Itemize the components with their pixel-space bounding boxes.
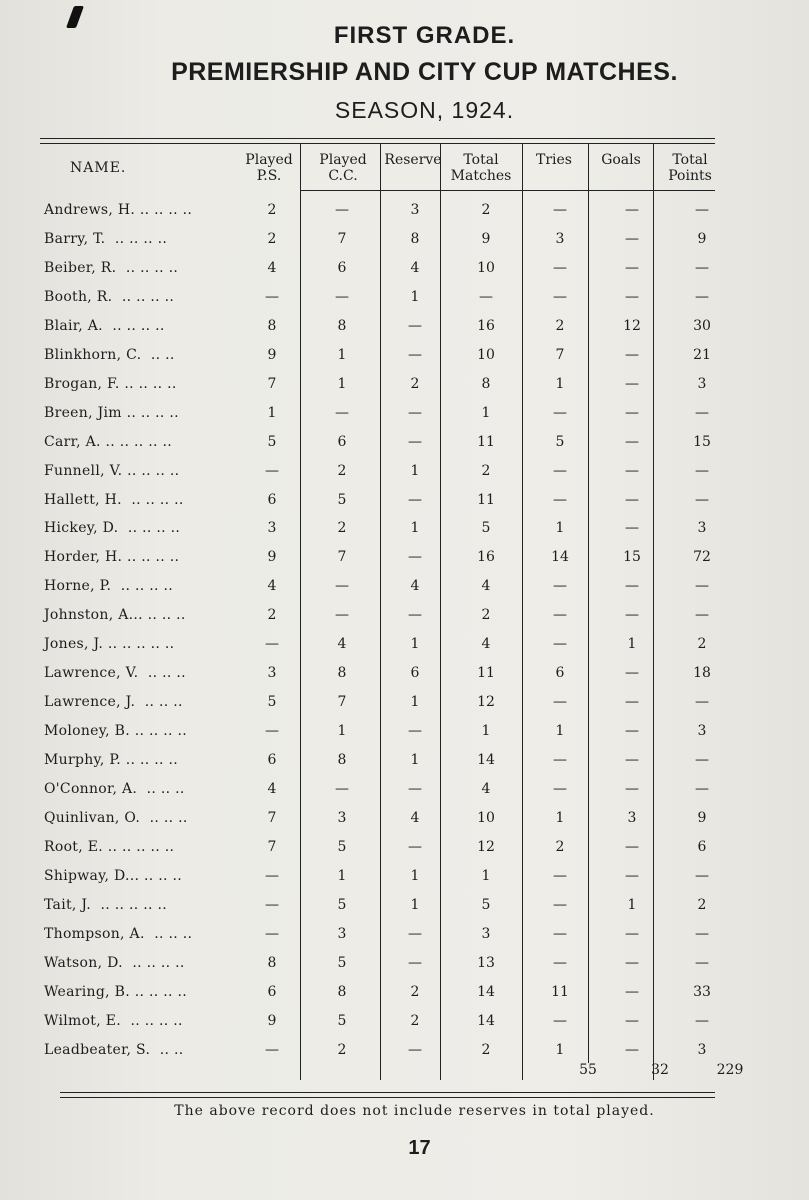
cell-points: 30 (693, 317, 711, 334)
table-row (0, 723, 809, 751)
cell-reserve: 6 (410, 665, 420, 682)
cell-total: 3 (481, 925, 491, 942)
cell-tries: 6 (555, 665, 565, 682)
cell-goals: — (625, 665, 639, 682)
cell-total: 11 (477, 433, 495, 450)
cell-points: — (695, 867, 709, 884)
cell-reserve: — (408, 954, 422, 971)
cell-points: — (695, 925, 709, 942)
cell-goals: — (625, 925, 639, 942)
player-name: Beiber, R. .. .. .. .. (44, 259, 179, 276)
cell-points: 72 (693, 549, 711, 566)
cell-goals: — (625, 694, 639, 711)
cell-goals: — (625, 781, 639, 797)
player-name: Jones, J. .. .. .. .. .. (44, 636, 175, 653)
cell-goals: — (625, 838, 639, 855)
cell-points: 15 (693, 433, 711, 450)
cell-cc: 1 (337, 375, 347, 392)
cell-goals: — (625, 520, 639, 537)
player-name: Horder, H. .. .. .. .. (44, 549, 180, 566)
cell-total: 10 (477, 346, 495, 363)
cell-total: 1 (481, 723, 491, 740)
table-top-rule-inner (40, 143, 715, 144)
cell-goals: — (625, 578, 639, 595)
cell-goals: — (625, 491, 639, 508)
cell-goals: — (625, 462, 639, 479)
cell-reserve: — (408, 433, 422, 450)
cell-goals: — (625, 230, 639, 247)
cell-ps: — (265, 925, 279, 942)
cell-reserve: 2 (410, 1012, 420, 1029)
cell-ps: 5 (267, 694, 277, 711)
cell-reserve: — (408, 925, 422, 942)
player-name: Root, E. .. .. .. .. .. (44, 838, 175, 855)
player-name: Lawrence, V. .. .. .. (44, 665, 186, 682)
cell-points: — (695, 694, 709, 711)
cell-total: 2 (481, 462, 491, 479)
cell-ps: 4 (267, 259, 277, 276)
cell-total: 1 (481, 404, 491, 421)
cell-points: 6 (697, 838, 707, 855)
cell-tries: — (553, 781, 567, 797)
cell-cc: 7 (337, 694, 347, 711)
table-row (0, 202, 809, 230)
cell-reserve: 4 (410, 809, 420, 826)
cell-cc: 5 (337, 838, 347, 855)
cell-goals: 3 (627, 809, 637, 826)
table-row (0, 1013, 809, 1041)
total-tries: 55 (579, 1062, 597, 1078)
table-row (0, 868, 809, 896)
cell-total: 11 (477, 491, 495, 508)
cell-total: 14 (477, 752, 495, 769)
cell-cc: — (335, 202, 349, 218)
table-row (0, 752, 809, 780)
table-row (0, 694, 809, 722)
cell-total: 5 (481, 896, 491, 913)
cell-reserve: 1 (410, 867, 420, 884)
player-name: Barry, T. .. .. .. .. (44, 230, 168, 247)
cell-ps: 8 (267, 954, 277, 971)
table-row (0, 405, 809, 433)
cell-goals: — (625, 1012, 639, 1029)
cell-tries: 1 (555, 809, 565, 826)
player-name: Wilmot, E. .. .. .. .. (44, 1012, 183, 1029)
cell-points: 18 (693, 665, 711, 682)
cell-points: 2 (697, 896, 707, 913)
cell-goals: — (625, 375, 639, 392)
cell-points: 3 (697, 375, 707, 392)
title-season: SEASON, 1924. (334, 97, 515, 123)
cell-ps: — (265, 867, 279, 884)
cell-goals: — (625, 867, 639, 884)
cell-total: 10 (477, 809, 495, 826)
cell-reserve: 1 (410, 288, 420, 305)
player-name: Johnston, A... .. .. .. (44, 607, 186, 624)
table-row (0, 492, 809, 520)
title-grade: FIRST GRADE. (333, 22, 516, 49)
player-name: Hickey, D. .. .. .. .. (44, 520, 181, 537)
cell-ps: — (265, 462, 279, 479)
cell-tries: — (553, 607, 567, 624)
cell-cc: 3 (337, 809, 347, 826)
cell-goals: — (625, 983, 639, 1000)
cell-reserve: — (408, 781, 422, 797)
cell-total: 9 (481, 230, 491, 247)
cell-ps: 2 (267, 230, 277, 247)
cell-tries: — (553, 491, 567, 508)
player-name: Blair, A. .. .. .. .. (44, 317, 165, 334)
cell-points: 2 (697, 636, 707, 653)
cell-points: 33 (693, 983, 711, 1000)
player-name: Brogan, F. .. .. .. .. (44, 375, 177, 392)
cell-cc: 1 (337, 723, 347, 740)
cell-cc: — (335, 288, 349, 305)
cell-total: 4 (481, 636, 491, 653)
cell-goals: — (625, 346, 639, 363)
player-name: Andrews, H. .. .. .. .. (44, 202, 193, 218)
cell-ps: 9 (267, 549, 277, 566)
cell-tries: — (553, 636, 567, 653)
cell-reserve: 1 (410, 896, 420, 913)
cell-ps: 3 (267, 665, 277, 682)
table-row (0, 260, 809, 288)
cell-reserve: — (408, 404, 422, 421)
cell-ps: — (265, 288, 279, 305)
cell-cc: 2 (337, 1041, 347, 1058)
cell-total: — (479, 288, 493, 305)
cell-tries: — (553, 462, 567, 479)
cell-reserve: 4 (410, 259, 420, 276)
table-row (0, 463, 809, 491)
cell-total: 8 (481, 375, 491, 392)
cell-reserve: 8 (410, 230, 420, 247)
cell-points: 3 (697, 1041, 707, 1058)
cell-points: — (695, 259, 709, 276)
cell-goals: — (625, 723, 639, 740)
player-name: Booth, R. .. .. .. .. (44, 288, 175, 305)
cell-reserve: — (408, 317, 422, 334)
cell-reserve: — (408, 723, 422, 740)
cell-tries: — (553, 578, 567, 595)
player-name: Shipway, D... .. .. .. (44, 867, 183, 884)
header-total-matches: Total Matches (450, 152, 512, 184)
cell-goals: 1 (627, 896, 637, 913)
cell-cc: 4 (337, 636, 347, 653)
cell-goals: 12 (623, 317, 641, 334)
cell-ps: 6 (267, 983, 277, 1000)
cell-reserve: 2 (410, 983, 420, 1000)
table-row (0, 955, 809, 983)
table-row (0, 839, 809, 867)
player-name: Thompson, A. .. .. .. (44, 925, 193, 942)
player-name: Watson, D. .. .. .. .. (44, 954, 185, 971)
table-row (0, 607, 809, 635)
player-name: Carr, A. .. .. .. .. .. (44, 433, 173, 450)
header-played-cc: Played C.C. (319, 152, 367, 184)
cell-goals: — (625, 954, 639, 971)
table-row (0, 289, 809, 317)
cell-total: 4 (481, 781, 491, 797)
cell-reserve: 1 (410, 694, 420, 711)
cell-ps: — (265, 636, 279, 653)
cell-points: 9 (697, 230, 707, 247)
cell-cc: 3 (337, 925, 347, 942)
table-row (0, 318, 809, 346)
table-row (0, 376, 809, 404)
table-row (0, 434, 809, 462)
table-bottom-rule (60, 1092, 715, 1093)
cell-reserve: — (408, 346, 422, 363)
table-row (0, 1042, 809, 1070)
cell-total: 16 (477, 317, 495, 334)
cell-reserve: — (408, 607, 422, 624)
cell-tries: 1 (555, 520, 565, 537)
table-row (0, 520, 809, 548)
table-row (0, 984, 809, 1012)
cell-points: 9 (697, 809, 707, 826)
player-name: O'Connor, A. .. .. .. (44, 781, 185, 797)
cell-ps: 9 (267, 346, 277, 363)
cell-total: 1 (481, 867, 491, 884)
cell-tries: 14 (551, 549, 569, 566)
cell-ps: 4 (267, 578, 277, 595)
cell-points: — (695, 578, 709, 595)
player-name: Breen, Jim .. .. .. .. (44, 404, 179, 421)
header-reserve: Reserve (384, 152, 442, 168)
table-bottom-rule-inner (60, 1097, 715, 1098)
cell-tries: 3 (555, 230, 565, 247)
cell-ps: 8 (267, 317, 277, 334)
player-name: Lawrence, J. .. .. .. (44, 694, 183, 711)
cell-ps: 7 (267, 838, 277, 855)
player-name: Hallett, H. .. .. .. .. (44, 491, 184, 508)
cell-cc: 1 (337, 346, 347, 363)
cell-cc: 6 (337, 433, 347, 450)
cell-cc: — (335, 404, 349, 421)
cell-cc: 8 (337, 665, 347, 682)
cell-tries: — (553, 954, 567, 971)
cell-cc: 8 (337, 983, 347, 1000)
cell-ps: 4 (267, 781, 277, 797)
cell-tries: 7 (555, 346, 565, 363)
cell-cc: — (335, 578, 349, 595)
page-number: 17 (408, 1137, 431, 1159)
cell-total: 16 (477, 549, 495, 566)
header-total-points: Total Points (668, 152, 712, 184)
player-name: Murphy, P. .. .. .. .. (44, 752, 179, 769)
cell-cc: 5 (337, 1012, 347, 1029)
cell-points: 3 (697, 520, 707, 537)
cell-reserve: 1 (410, 752, 420, 769)
cell-points: — (695, 491, 709, 508)
cell-tries: — (553, 694, 567, 711)
cell-goals: — (625, 752, 639, 769)
title-competition: PREMIERSHIP AND CITY CUP MATCHES. (171, 58, 678, 86)
cell-ps: 2 (267, 202, 277, 218)
cell-total: 14 (477, 1012, 495, 1029)
total-goals: 32 (651, 1062, 669, 1078)
cell-ps: 2 (267, 607, 277, 624)
cell-total: 2 (481, 1041, 491, 1058)
cell-total: 12 (477, 694, 495, 711)
table-row (0, 578, 809, 606)
cell-cc: — (335, 607, 349, 624)
cell-tries: 11 (551, 983, 569, 1000)
cell-goals: — (625, 259, 639, 276)
cell-tries: — (553, 896, 567, 913)
cell-tries: — (553, 288, 567, 305)
player-name: Horne, P. .. .. .. .. (44, 578, 174, 595)
total-points: 229 (716, 1062, 744, 1078)
header-played-ps: Played P.S. (245, 152, 293, 184)
cell-reserve: 4 (410, 578, 420, 595)
cell-ps: 7 (267, 375, 277, 392)
cell-points: — (695, 752, 709, 769)
cell-points: — (695, 462, 709, 479)
player-name: Quinlivan, O. .. .. .. (44, 809, 188, 826)
cell-tries: — (553, 1012, 567, 1029)
cell-points: 3 (697, 723, 707, 740)
cell-points: — (695, 954, 709, 971)
cell-reserve: 3 (410, 202, 420, 218)
player-name: Funnell, V. .. .. .. .. (44, 462, 180, 479)
cell-cc: 1 (337, 867, 347, 884)
cell-reserve: — (408, 491, 422, 508)
cell-ps: — (265, 896, 279, 913)
cell-cc: 7 (337, 549, 347, 566)
cell-ps: — (265, 1041, 279, 1058)
table-row (0, 549, 809, 577)
cell-total: 2 (481, 607, 491, 624)
cell-goals: — (625, 202, 639, 218)
cell-goals: — (625, 1041, 639, 1058)
cell-reserve: — (408, 838, 422, 855)
cell-ps: 6 (267, 491, 277, 508)
cell-reserve: — (408, 1041, 422, 1058)
cell-reserve: 1 (410, 520, 420, 537)
cell-tries: — (553, 202, 567, 218)
table-row (0, 781, 809, 809)
cell-tries: 2 (555, 838, 565, 855)
cell-total: 5 (481, 520, 491, 537)
cell-goals: — (625, 404, 639, 421)
cell-tries: 1 (555, 375, 565, 392)
cell-goals: — (625, 607, 639, 624)
cell-cc: 5 (337, 491, 347, 508)
player-name: Tait, J. .. .. .. .. .. (44, 896, 167, 913)
cell-tries: 1 (555, 723, 565, 740)
cell-ps: 7 (267, 809, 277, 826)
cell-points: — (695, 607, 709, 624)
cell-ps: 1 (267, 404, 277, 421)
cell-points: — (695, 1012, 709, 1029)
player-name: Moloney, B. .. .. .. .. (44, 723, 187, 740)
cell-cc: 2 (337, 462, 347, 479)
player-name: Leadbeater, S. .. .. (44, 1041, 184, 1058)
cell-reserve: 2 (410, 375, 420, 392)
header-name: NAME. (70, 160, 127, 176)
table-row (0, 926, 809, 954)
cell-tries: — (553, 259, 567, 276)
table-top-rule (40, 138, 715, 139)
cell-ps: 9 (267, 1012, 277, 1029)
cell-goals: 1 (627, 636, 637, 653)
table-row (0, 897, 809, 925)
cell-points: — (695, 202, 709, 218)
cell-points: — (695, 781, 709, 797)
cell-tries: — (553, 867, 567, 884)
table-row (0, 665, 809, 693)
cell-cc: 5 (337, 954, 347, 971)
cell-ps: 3 (267, 520, 277, 537)
cell-cc: — (335, 781, 349, 797)
cell-tries: 5 (555, 433, 565, 450)
table-row (0, 810, 809, 838)
player-name: Wearing, B. .. .. .. .. (44, 983, 187, 1000)
footnote: The above record does not include reserves in total played. (174, 1103, 655, 1119)
cell-cc: 6 (337, 259, 347, 276)
header-goals: Goals (601, 152, 641, 168)
cell-total: 4 (481, 578, 491, 595)
cell-total: 10 (477, 259, 495, 276)
cell-points: — (695, 404, 709, 421)
cell-cc: 8 (337, 752, 347, 769)
player-name: Blinkhorn, C. .. .. (44, 346, 175, 363)
cell-goals: 15 (623, 549, 641, 566)
table-row (0, 231, 809, 259)
cell-points: 21 (693, 346, 711, 363)
cell-tries: — (553, 925, 567, 942)
cell-cc: 8 (337, 317, 347, 334)
cell-total: 2 (481, 202, 491, 218)
table-row (0, 636, 809, 664)
cell-total: 14 (477, 983, 495, 1000)
cell-tries: 1 (555, 1041, 565, 1058)
cell-reserve: 1 (410, 636, 420, 653)
header-tries: Tries (536, 152, 572, 168)
cell-ps: — (265, 723, 279, 740)
cell-cc: 7 (337, 230, 347, 247)
cell-goals: — (625, 433, 639, 450)
cell-tries: — (553, 752, 567, 769)
cell-tries: — (553, 404, 567, 421)
cell-total: 13 (477, 954, 495, 971)
cell-ps: 5 (267, 433, 277, 450)
cell-ps: 6 (267, 752, 277, 769)
table-row (0, 347, 809, 375)
cell-reserve: — (408, 549, 422, 566)
cell-goals: — (625, 288, 639, 305)
cell-reserve: 1 (410, 462, 420, 479)
cell-tries: 2 (555, 317, 565, 334)
cell-cc: 2 (337, 520, 347, 537)
cell-total: 12 (477, 838, 495, 855)
cell-points: — (695, 288, 709, 305)
cell-cc: 5 (337, 896, 347, 913)
cell-total: 11 (477, 665, 495, 682)
